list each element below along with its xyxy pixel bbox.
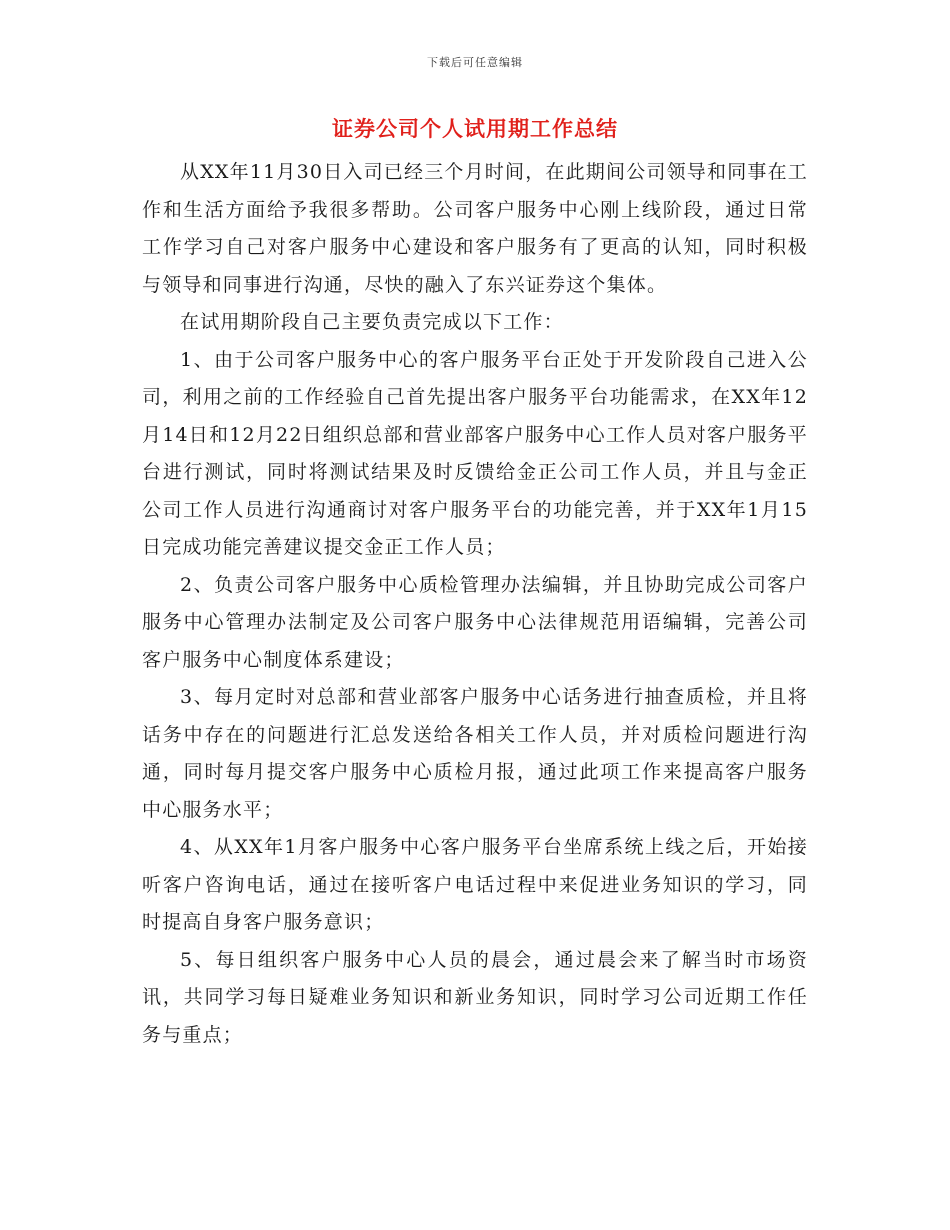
- paragraph-intro: 从XX年11月30日入司已经三个月时间，在此期间公司领导和同事在工作和生活方面给予我很多帮助。公司客户服务中心刚上线阶段，通过日常工作学习自己对客户服务中心建设和客户服务有了更高的认知，同时积极与领导和同事进行沟通，尽快的融入了东兴证券这个集体。: [142, 161, 809, 296]
- paragraph-item-2: 2、负责公司客户服务中心质检管理办法编辑，并且协助完成公司客户服务中心管理办法制定及公司客户服务中心法律规范用语编辑，完善公司客户服务中心制度体系建设；: [142, 573, 808, 671]
- document-body: [142, 154, 808, 1054]
- paragraph-item-3: 3、每月定时对总部和营业部客户服务中心话务进行抽查质检，并且将话务中存在的问题进行汇总发送给各相关工作人员，并对质检问题进行沟通，同时每月提交客户服务中心质检月报，通过此项工作来提高客户服务中心服务水平；: [142, 686, 808, 821]
- paragraph-item-4: 4、从XX年1月客户服务中心客户服务平台坐席系统上线之后，开始接听客户咨询电话，通过在接听客户电话过程中来促进业务知识的学习，同时提高自身客户服务意识；: [142, 836, 808, 933]
- header-note: 下载后可任意编辑: [427, 56, 523, 69]
- paragraph-item-5: 5、每日组织客户服务中心人员的晨会，通过晨会来了解当时市场资讯，共同学习每日疑难业务知识和新业务知识，同时学习公司近期工作任务与重点；: [142, 948, 808, 1046]
- paragraph-item-1: 1、由于公司客户服务中心的客户服务平台正处于开发阶段自己进入公司，利用之前的工作经验自己首先提出客户服务平台功能需求，在XX年12月14日和12月22日组织总部和营业部客户服务中心工作人员对客户服务平台进行测试，同时将测试结果及时反馈给金正公司工作人员，并且与金正公司工作人员进行沟通商讨对客户服务平台的功能完善，并于XX年1月15日完成功能完善建议提交金正工作人员；: [142, 348, 808, 558]
- document-title: 证券公司个人试用期工作总结: [332, 116, 618, 141]
- paragraph-work-intro: 在试用期阶段自己主要负责完成以下工作：: [180, 311, 564, 333]
